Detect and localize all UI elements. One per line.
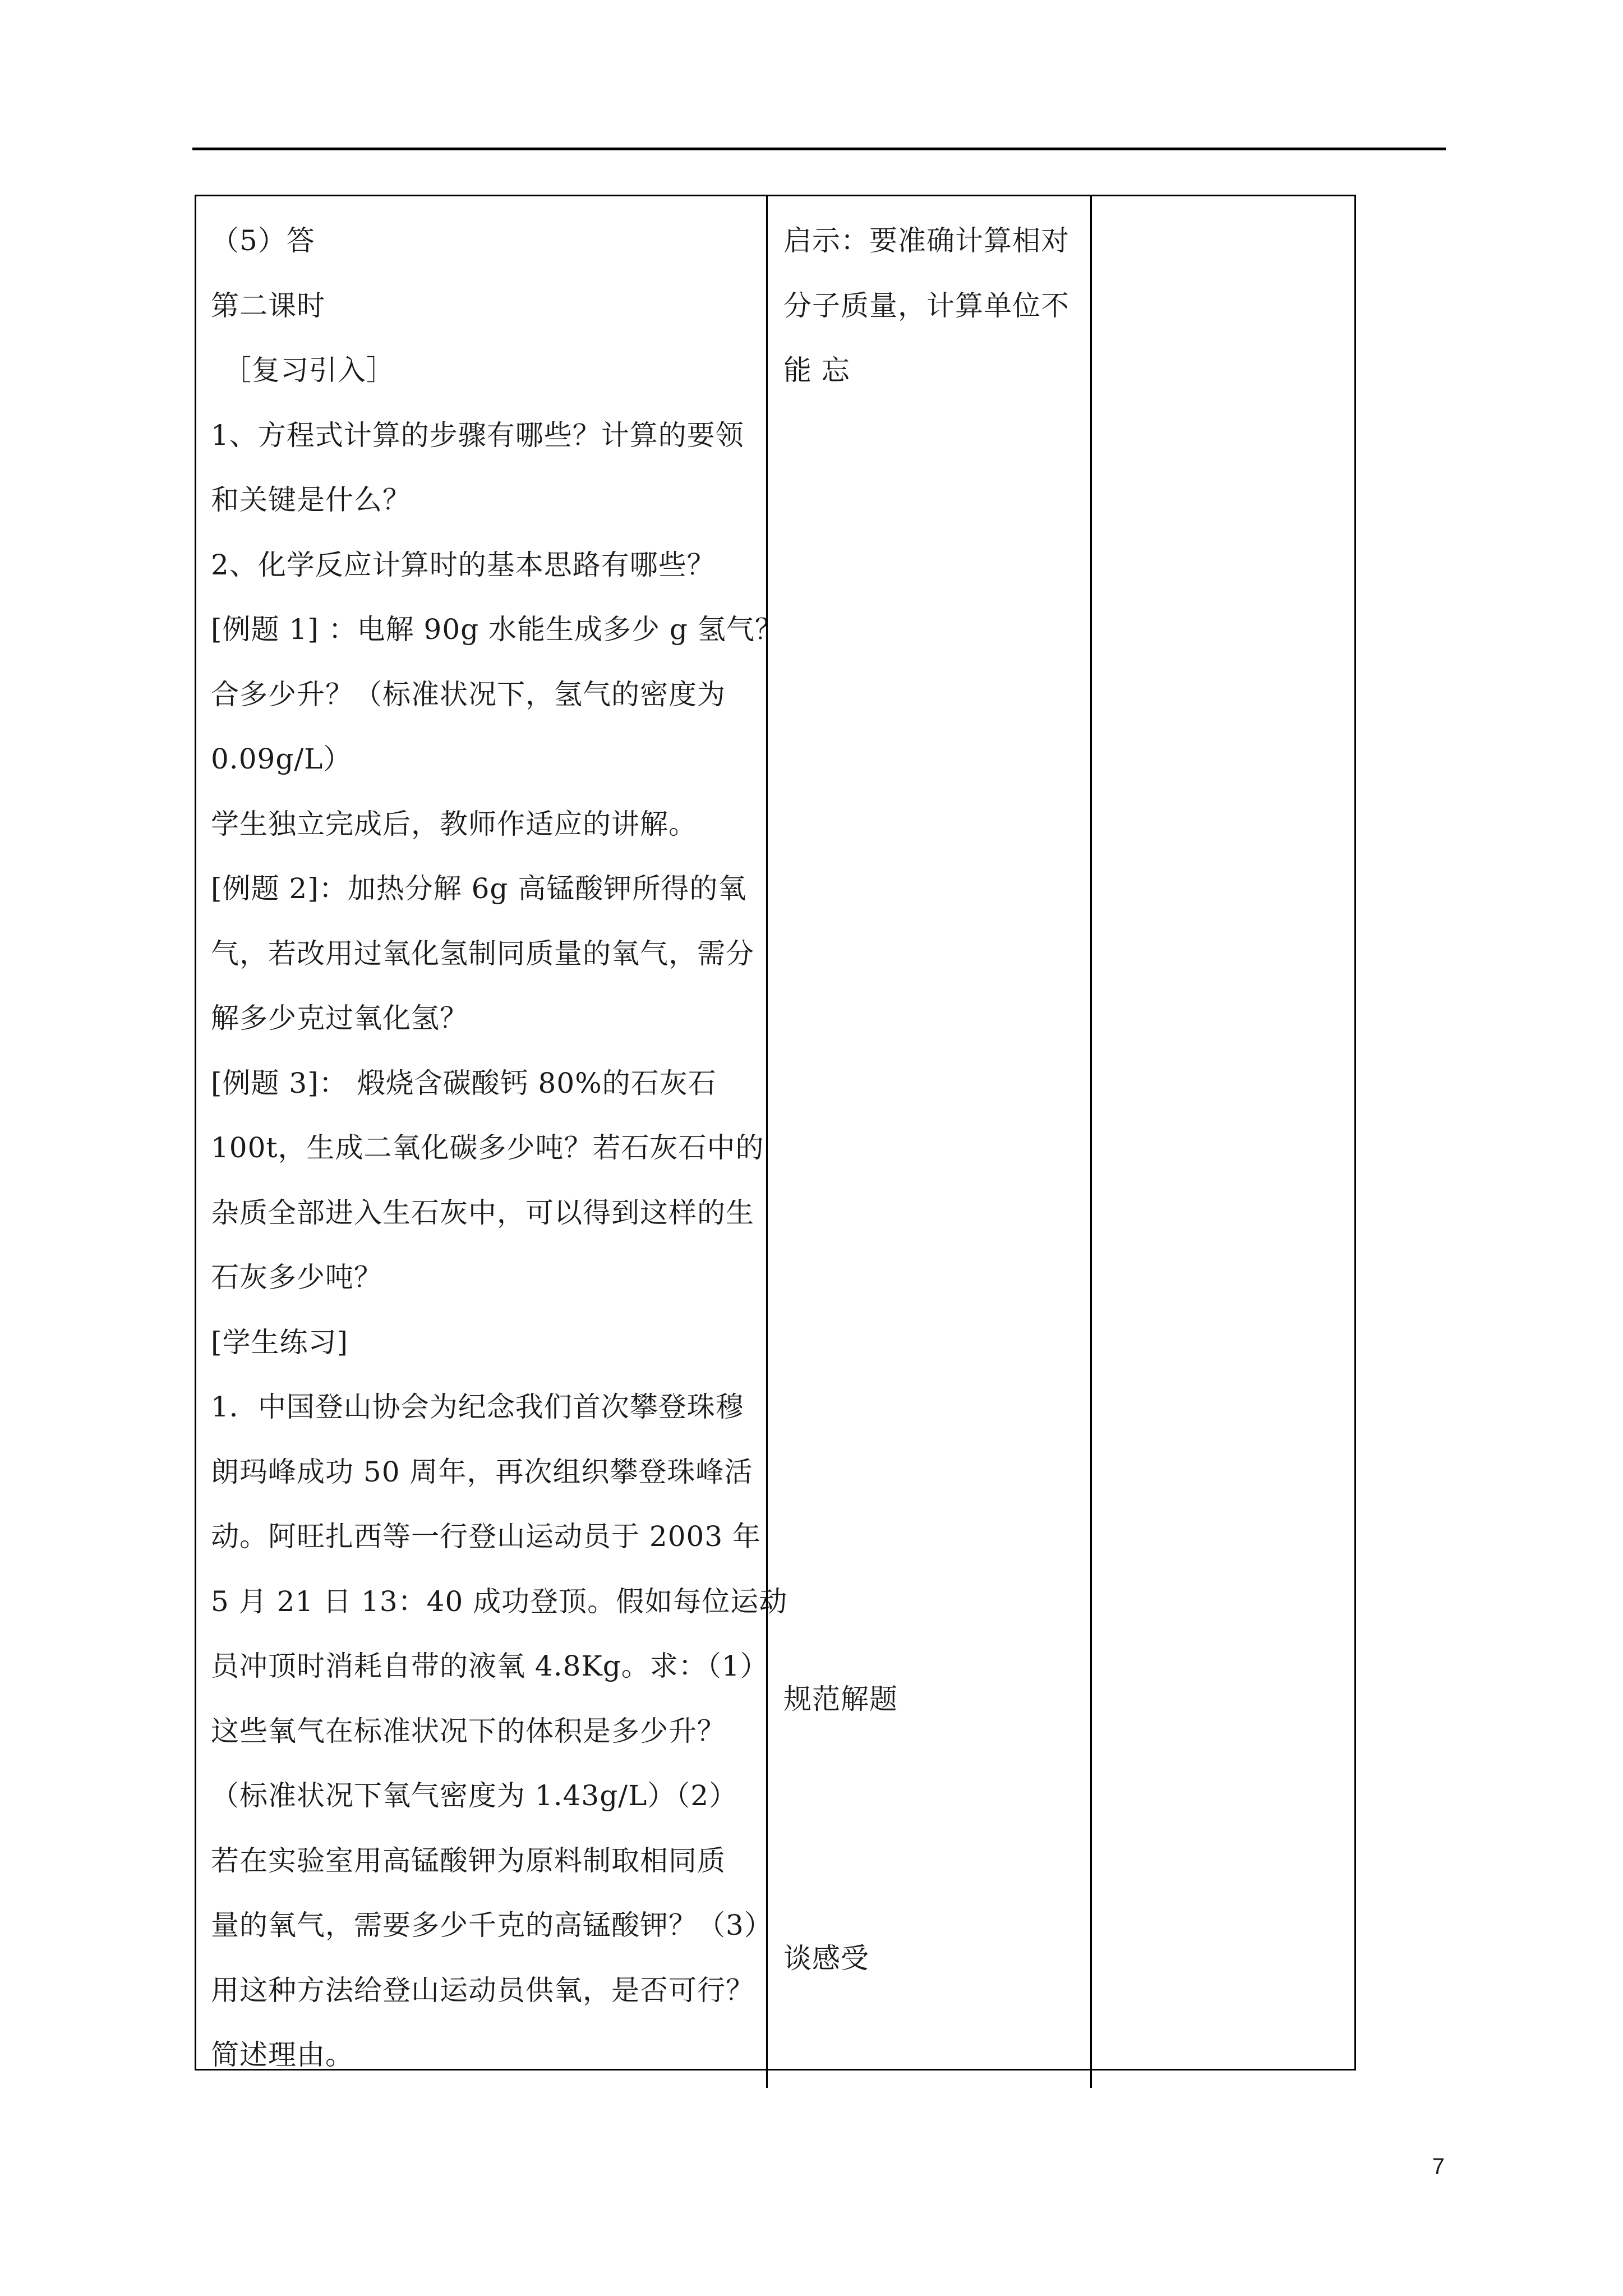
hint-line: 能 忘: [783, 354, 850, 386]
example-1-line: 合多少升？（标准状况下，氢气的密度为: [211, 678, 726, 711]
hint-line: 分子质量，计算单位不: [783, 289, 1069, 322]
practice-line: 朗玛峰成功 50 周年，再次组织攀登珠峰活: [211, 1455, 753, 1488]
practice-line: 若在实验室用高锰酸钾为原料制取相同质: [211, 1844, 726, 1877]
practice-line: 量的氧气，需要多少千克的高锰酸钾？（3）: [211, 1909, 773, 1941]
example-2-line: 解多少克过氧化氢？: [211, 1002, 468, 1034]
example-1-line: [例题 1] ：电解 90g 水能生成多少 g 氢气？: [211, 613, 783, 646]
practice-line: 5 月 21 日 13：40 成功登顶。假如每位运动: [211, 1585, 788, 1618]
student-practice-heading: [学生练习]: [211, 1326, 349, 1359]
practice-line: 员冲顶时消耗自带的液氧 4.8Kg。求：（1）: [211, 1650, 769, 1682]
example-2-line: [例题 2]：加热分解 6g 高锰酸钾所得的氧: [211, 872, 747, 905]
practice-line: （标准状况下氧气密度为 1.43g/L）（2）: [211, 1779, 738, 1812]
example-1-line: 0.09g/L）: [211, 743, 352, 775]
teaching-notes-column: [766, 196, 1090, 2088]
practice-line: 这些氧气在标准状况下的体积是多少升？: [211, 1714, 726, 1747]
lesson-period-heading: 第二课时: [211, 289, 325, 322]
lesson-plan-table: [195, 195, 1356, 2070]
text-line: 1、方程式计算的步骤有哪些？计算的要领: [211, 418, 744, 452]
example-3-line: 100t，生成二氧化碳多少吨？若石灰石中的: [211, 1131, 764, 1164]
share-feelings-note: 谈感受: [783, 1942, 869, 1975]
example-3-line: 石灰多少吨？: [211, 1261, 382, 1294]
example-3-line: [例题 3]： 煅烧含碳酸钙 80%的石灰石: [211, 1066, 717, 1099]
text-line: 和关键是什么？: [211, 484, 411, 516]
practice-line: 1．中国登山协会为纪念我们首次攀登珠穆: [211, 1391, 744, 1423]
standard-solution-note: 规范解题: [783, 1683, 898, 1715]
header-rule: [192, 148, 1446, 150]
empty-third-column: [1090, 196, 1354, 2088]
example-3-line: 杂质全部进入生石灰中，可以得到这样的生: [211, 1196, 754, 1229]
page-number: 7: [1432, 2154, 1445, 2179]
review-intro-heading: ［复习引入］: [223, 354, 395, 386]
practice-line: 用这种方法给登山运动员供氧，是否可行？: [211, 1973, 754, 2007]
text-line: 学生独立完成后，教师作适应的讲解。: [211, 807, 697, 840]
example-2-line: 气，若改用过氧化氢制同质量的氧气，需分: [211, 937, 754, 970]
hint-note: [783, 209, 1069, 403]
hint-line: 启示：要准确计算相对: [783, 224, 1069, 257]
practice-line: 动。阿旺扎西等一行登山运动员于 2003 年: [211, 1520, 762, 1553]
practice-line: 简述理由。: [211, 2039, 354, 2071]
text-line: 2、化学反应计算时的基本思路有哪些？: [211, 548, 716, 581]
text-line: （5）答: [211, 224, 315, 257]
teaching-content-column: [196, 196, 788, 2088]
